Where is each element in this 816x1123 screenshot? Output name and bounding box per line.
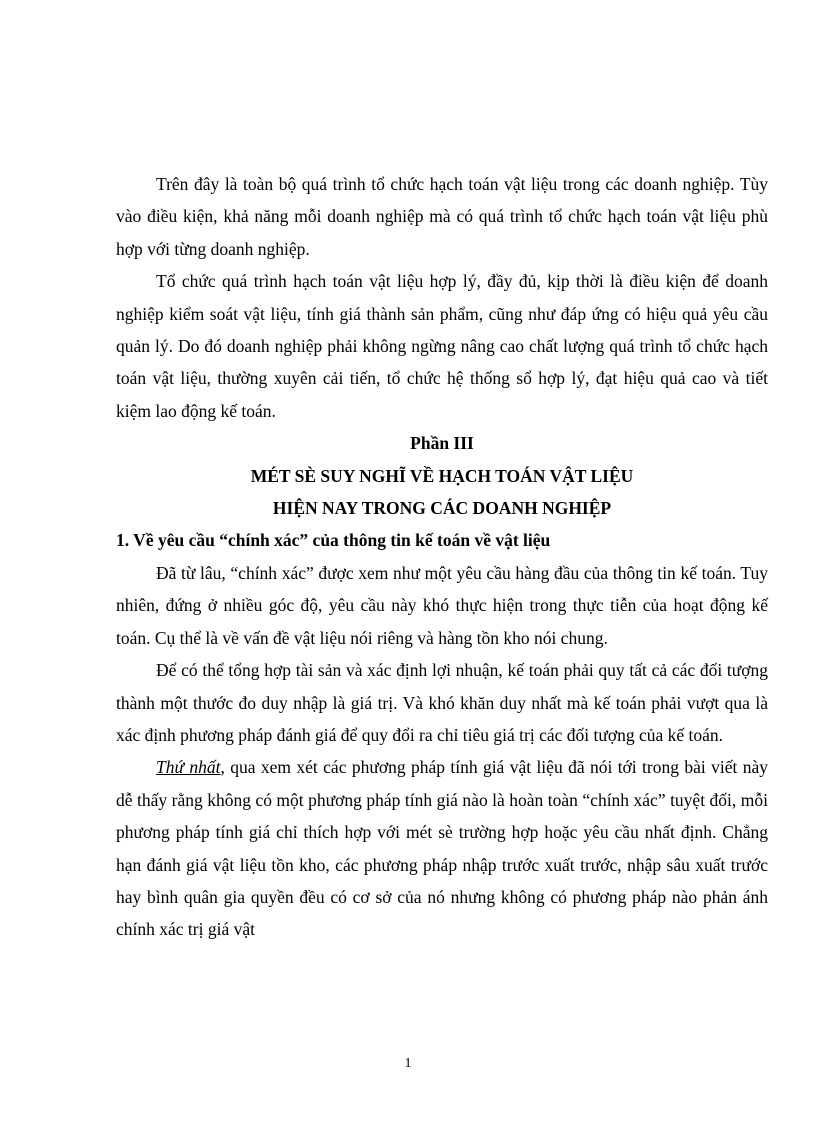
paragraph-lead-phrase: Thứ nhất [156,757,221,778]
intro-paragraph-1: Trên đây là toàn bộ quá trình tổ chức hạch toán vật liệu trong các doanh nghiệp. Tùy vào điều kiện, khả năng mỗi doanh nghiệp mà có quá trình tổ chức hạch toán vật liệu phù hợp với từng doanh nghiệp. [116,174,768,259]
section-paragraph-2: Để có thể tổng hợp tài sản và xác định lợi nhuận, kế toán phải quy tất cả các đối tượng thành một thước đo duy nhập là giá trị. Và khó khăn duy nhất mà kế toán phải vượt qua là xác định phương pháp đánh giá để quy đổi ra chỉ tiêu giá trị các đối tượng của kế toán. [116,660,768,745]
section-paragraph-3 [116,751,768,945]
intro-paragraph-2: Tổ chức quá trình hạch toán vật liệu hợp lý, đầy đủ, kịp thời là điều kiện để doanh nghiệp kiểm soát vật liệu, tính giá thành sản phẩm, cũng như đáp ứng có hiệu quả yêu cầu quản lý. Do đó doanh nghiệp phải không ngừng nâng cao chất lượng quá trình tổ chức hạch toán vật liệu, thường xuyên cải tiến, tổ chức hệ thống sổ hợp lý, đạt hiệu quả cao và tiết kiệm lao động kế toán. [116,271,768,421]
page-number: 1 [404,1056,412,1071]
part-title-line-2: HIỆN NAY TRONG CÁC DOANH NGHIỆP [272,498,612,519]
part-title-line-1: MÉT SÈ SUY NGHĨ VỀ HẠCH TOÁN VẬT LIỆU [250,465,634,486]
page-content [116,168,768,946]
part-label: Phần III [410,433,474,454]
section-paragraph-1: Đã từ lâu, “chính xác” được xem như một yêu cầu hàng đầu của thông tin kế toán. Tuy nhiên, đứng ở nhiều góc độ, yêu cầu này khó thực hiện trong thực tiễn của hoạt động kế toán. Cụ thể là về vấn đề vật liệu nói riêng và hàng tồn kho nói chung. [116,562,768,648]
section-heading: 1. Về yêu cầu “chính xác” của thông tin kế toán về vật liệu [116,530,551,551]
paragraph-body-text: , qua xem xét các phương pháp tính giá vật liệu đã nói tới trong bài viết này dễ thấy rằng không có một phương pháp tính giá nào là hoàn toàn “chính xác” tuyệt đối, mỗi phương pháp tính giá chỉ thích hợp với mét sè trường hợp hoặc yêu cầu nhất định. Chẳng hạn đánh giá vật liệu tồn kho, các phương pháp nhập trước xuất trước, nhập sâu xuất trước hay bình quân gia quyền đều có cơ sở của nó nhưng không có phương pháp nào phản ánh chính xác trị giá vật [116,757,768,940]
